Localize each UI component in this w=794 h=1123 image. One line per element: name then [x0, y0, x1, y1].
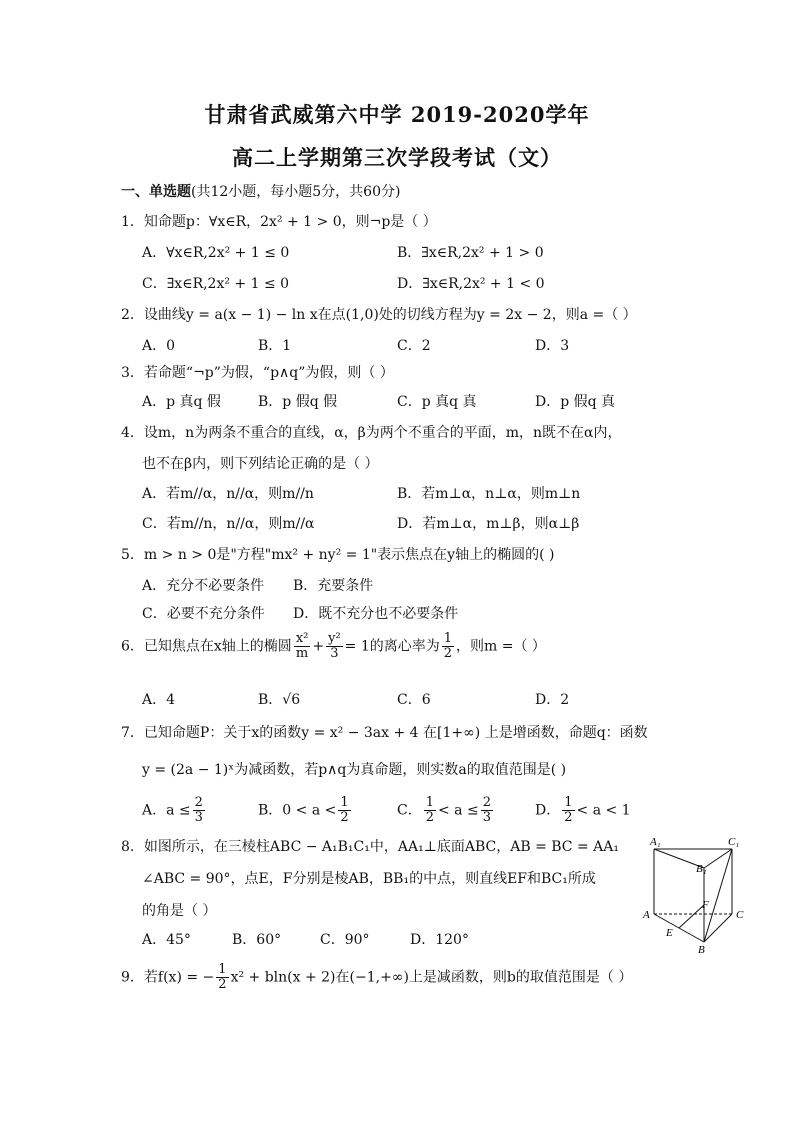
fig-label-e: E: [666, 927, 673, 939]
section-label: 一、单选题: [121, 184, 191, 200]
q4-option-c: C．若m//n，n//α，则m//α: [142, 516, 315, 532]
question-2-stem: 2．设曲线y = a(x − 1) − ln x在点(1,0)处的切线方程为y = 2x − 2，则a =（ ）: [121, 307, 637, 323]
fig-label-a: A: [643, 909, 650, 921]
question-8-stem-line-3: 的角是（ ）: [142, 903, 217, 919]
q1-option-b: B．∃x∈R,2x² + 1 > 0: [397, 245, 544, 261]
q1-option-a: A．∀x∈R,2x² + 1 ≤ 0: [142, 245, 290, 261]
q6-f2-den: 3: [330, 646, 339, 661]
q7-b-num: 1: [340, 795, 349, 810]
section-note: (共12小题，每小题5分，共60分): [191, 184, 401, 200]
question-8-stem: 8．如图所示，在三棱柱ABC − A₁B₁C₁中，AA₁⊥底面ABC，AB = BC = AA₁: [121, 839, 619, 855]
q7-option-a: [142, 796, 207, 825]
q4-option-a: A．若m//α，n//α，则m//n: [142, 486, 314, 502]
fig-label-a1: A₁: [650, 836, 661, 848]
q6-option-d: D．2: [535, 692, 570, 708]
q8-option-c: C．90°: [320, 932, 370, 948]
q7-c-fraction-2: [481, 796, 493, 825]
q5-option-b: B．充要条件: [293, 578, 374, 594]
q6-f1-den: m: [295, 646, 309, 661]
q6-f3-num: 1: [443, 631, 453, 646]
q7-c-mid: < a ≤: [438, 802, 479, 819]
fig-label-c1: C₁: [728, 836, 740, 848]
question-5-stem: 5．m > n > 0是"方程"mx² + ny² = 1"表示焦点在y轴上的椭圆的( ): [121, 547, 555, 563]
q3-option-a: A．p 真q 假: [142, 394, 221, 410]
q7-b-den: 2: [340, 810, 349, 825]
q7-a-num: 2: [194, 795, 203, 810]
q8-option-a: A．45°: [142, 932, 191, 948]
title-line-1: 甘肃省武威第六中学 2019-2020学年: [204, 102, 590, 127]
q6-fraction-1: [294, 632, 311, 661]
q4-option-d: D．若m⊥α，m⊥β，则α⊥β: [397, 516, 580, 532]
question-7-stem-line-2: y = (2a − 1)ˣ为减函数，若p∧q为真命题，则实数a的取值范围是( ): [142, 762, 567, 778]
q6-plus: +: [312, 638, 325, 655]
q6-option-c: C．6: [397, 692, 431, 708]
q9-pre: 9．若f(x) = −: [121, 969, 215, 986]
q6-option-a: A．4: [142, 692, 176, 708]
q7-b-fraction: [338, 796, 350, 825]
prism-figure: [642, 832, 762, 957]
q1-option-d: D．∃x∈R,2x² + 1 < 0: [397, 276, 545, 292]
fig-label-c: C: [736, 909, 744, 921]
q6-fraction-3: [442, 632, 454, 661]
q2-option-b: B．1: [258, 338, 292, 354]
title-line-2: 高二上学期第三次学段考试（文）: [232, 145, 562, 170]
q2-option-a: A．0: [142, 338, 176, 354]
q8-option-b: B．60°: [232, 932, 282, 948]
q7-c-den-1: 2: [425, 810, 434, 825]
question-3-stem: 3．若命题“¬p”为假，“p∧q”为假，则（ ）: [121, 365, 394, 381]
q2-option-d: D．3: [535, 338, 570, 354]
question-4-stem-line-2: 也不在β内，则下列结论正确的是（ ）: [142, 456, 379, 472]
q7-b-pre: B．0 < a <: [258, 802, 337, 819]
q6-pre: 6．已知焦点在x轴上的椭圆: [121, 638, 292, 655]
q5-option-d: D．既不充分也不必要条件: [293, 606, 459, 622]
q1-option-c: C．∃x∈R,2x² + 1 ≤ 0: [142, 276, 290, 292]
q7-option-b: [258, 796, 353, 825]
q7-d-pre: D．: [535, 802, 561, 819]
q6-mid: = 1的离心率为: [344, 638, 440, 655]
q3-option-b: B．p 假q 假: [258, 394, 338, 410]
q7-d-den: 2: [564, 810, 573, 825]
q6-f2-num: y²: [328, 631, 341, 646]
q6-fraction-2: [326, 632, 343, 661]
q7-a-pre: A．a ≤: [142, 802, 191, 819]
q6-option-b: B．√6: [258, 692, 301, 708]
q5-option-a: A．充分不必要条件: [142, 578, 265, 594]
q9-post: x² + bln(x + 2)在(−1,+∞)上是减函数，则b的取值范围是（ ）: [230, 969, 633, 986]
q7-option-d: [535, 796, 631, 825]
q4-option-b: B．若m⊥α，n⊥α，则m⊥n: [397, 486, 581, 502]
q7-c-fraction-1: [424, 796, 436, 825]
section-header: [121, 181, 400, 201]
q7-c-den-2: 3: [482, 810, 491, 825]
q7-a-den: 3: [194, 810, 203, 825]
q9-fraction: [216, 963, 228, 992]
question-9-stem: [121, 963, 632, 992]
q7-c-pre: C．: [397, 802, 422, 819]
question-4-stem: 4．设m，n为两条不重合的直线，α，β为两个不重合的平面，m，n既不在α内，: [121, 425, 622, 441]
q5-option-c: C．必要不充分条件: [142, 606, 265, 622]
question-1-stem: 1．知命题p：∀x∈R，2x² + 1 > 0，则¬p是（ ）: [121, 214, 437, 230]
fig-label-f: F: [702, 899, 709, 911]
q3-option-c: C．p 真q 真: [397, 394, 477, 410]
q6-post: ，则m =（ ）: [456, 638, 546, 655]
q7-d-num: 1: [564, 795, 573, 810]
fig-label-b1: B₁: [696, 863, 707, 875]
q2-option-c: C．2: [397, 338, 431, 354]
q3-option-d: D．p 假q 真: [535, 394, 616, 410]
q9-den: 2: [218, 977, 227, 992]
q8-option-d: D．120°: [410, 932, 469, 948]
q6-f1-num: x²: [295, 631, 309, 646]
question-8-stem-line-2: ∠ABC = 90°，点E，F分别是棱AB，BB₁的中点，则直线EF和BC₁所成: [142, 871, 596, 887]
q7-d-post: < a < 1: [576, 802, 631, 819]
q9-num: 1: [218, 962, 227, 977]
question-6-stem: [121, 632, 546, 661]
fig-label-b: B: [698, 944, 705, 956]
q7-option-c: [397, 796, 495, 825]
q7-c-num-2: 2: [482, 795, 491, 810]
q7-a-fraction: [193, 796, 205, 825]
question-7-stem: 7．已知命题P：关于x的函数y = x² − 3ax + 4 在[1+∞) 上是增函数，命题q：函数: [121, 725, 648, 741]
q7-d-fraction: [562, 796, 574, 825]
q6-f3-den: 2: [443, 646, 453, 661]
q7-c-num-1: 1: [425, 795, 434, 810]
